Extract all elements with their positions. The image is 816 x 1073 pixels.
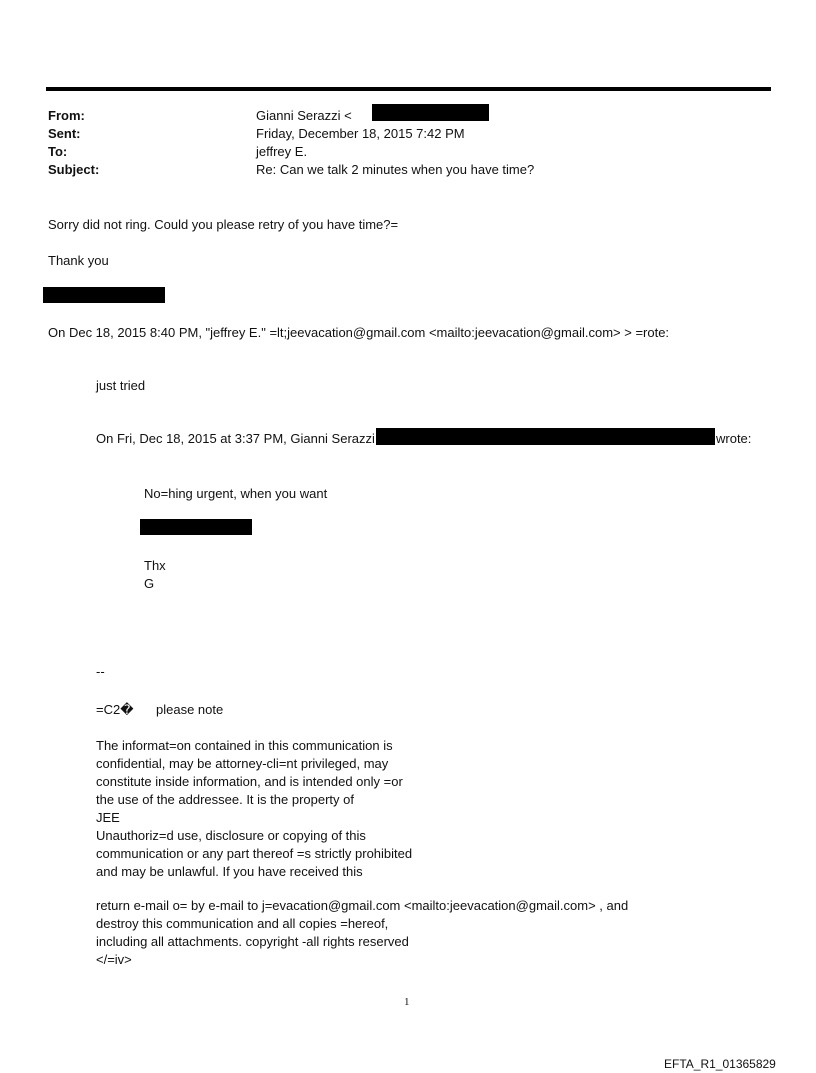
disclaimer-line: confidential, may be attorney-cli=nt privileged, may [96, 756, 389, 771]
disclaimer-line: constitute inside information, and is intended only =or [96, 774, 403, 789]
header-rule [46, 87, 771, 91]
disclaimer-line: </=iv> [96, 952, 132, 967]
disclaimer-block [96, 737, 412, 881]
from-label: From: [48, 108, 85, 123]
subject-label: Subject: [48, 162, 100, 177]
from-value: Gianni Serazzi < [256, 108, 352, 123]
quote-just-tried: just tried [96, 378, 146, 393]
disclaimer-line: JEE [96, 810, 120, 825]
sent-label: Sent: [48, 126, 81, 141]
disclaimer-line: including all attachments. copyright -all rights reserved [96, 934, 409, 949]
disclaimer-line: and may be unlawful. If you have received this [96, 864, 363, 879]
sent-value: Friday, December 18, 2015 7:42 PM [256, 126, 465, 141]
disclaimer-line: the use of the addressee. It is the property of [96, 792, 354, 807]
page-number: 1 [404, 996, 410, 1008]
redaction-signature [43, 287, 165, 303]
thx-text: Thx [144, 558, 166, 573]
note-text: please note [156, 702, 224, 717]
disclaimer-line: Unauthoriz=d use, disclosure or copying of this [96, 828, 366, 843]
document-id: EFTA_R1_01365829 [664, 1057, 776, 1071]
disclaimer-block-2 [96, 897, 628, 969]
body-line-sorry: Sorry did not ring. Could you please retry of you have time?= [48, 217, 399, 232]
disclaimer-line: The informat=on contained in this communication is [96, 738, 393, 753]
nothing-urgent: No=hing urgent, when you want [144, 486, 328, 501]
redaction-from-email [372, 104, 489, 121]
disclaimer-line: return e-mail o= by e-mail to j=evacation@gmail.com <mailto:jeevacation@gmail.com> , and [96, 898, 629, 913]
to-label: To: [48, 144, 68, 159]
quote2-intro: On Fri, Dec 18, 2015 at 3:37 PM, Gianni Serazzi [96, 431, 375, 446]
disclaimer-line: destroy this communication and all copies =hereof, [96, 916, 389, 931]
note-prefix: =C2� [96, 702, 134, 717]
quote2-wrote: wrote: [716, 431, 752, 446]
quote-intro: On Dec 18, 2015 8:40 PM, "jeffrey E." =lt;jeevacation@gmail.com <mailto:jeevacation@gmail.com> > =rote: [48, 325, 670, 340]
body-line-thanks: Thank you [48, 253, 109, 268]
signature-separator: -- [96, 664, 105, 679]
to-value: jeffrey E. [256, 144, 308, 159]
redaction-inner-signature [140, 519, 252, 535]
subject-value: Re: Can we talk 2 minutes when you have time? [256, 162, 535, 177]
redaction-quote2-email [376, 428, 715, 445]
g-initial: G [144, 576, 155, 591]
disclaimer-line: communication or any part thereof =s strictly prohibited [96, 846, 413, 861]
